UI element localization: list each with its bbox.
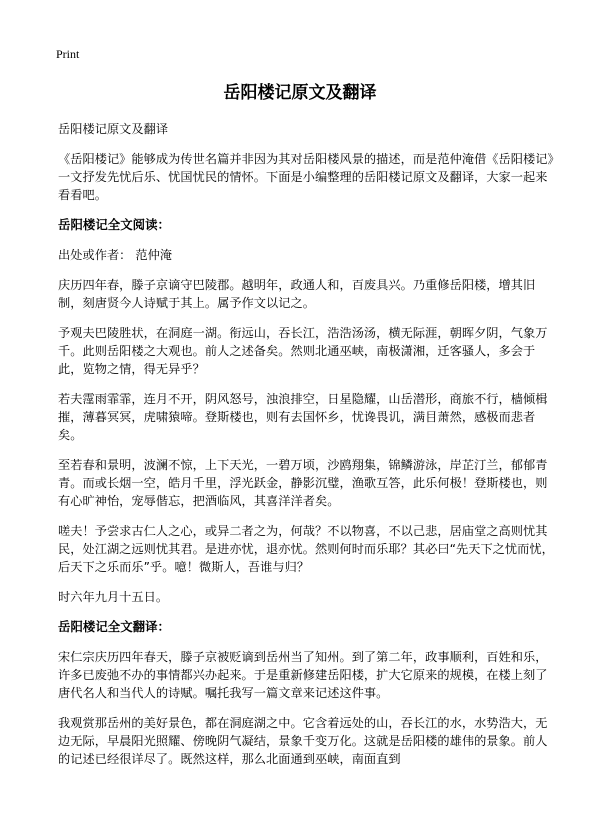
print-label: Print xyxy=(56,47,80,61)
original-paragraph-1: 庆历四年春，滕子京谪守巴陵郡。越明年，政通人和，百废具兴。乃重修岳阳楼，增其旧制，刻唐贤今人诗赋于其上。属予作文以记之。 xyxy=(58,278,536,310)
original-paragraph-3: 若夫霪雨霏霏，连月不开，阴风怒号，浊浪排空，日星隐耀，山岳潜形，商旅不行，樯倾楫摧，薄暮冥冥，虎啸猿啼。登斯楼也，则有去国怀乡，忧谗畏讥，满目萧然，感极而悲者矣。 xyxy=(58,392,548,442)
intro-paragraph: 《岳阳楼记》能够成为传世名篇并非因为其对岳阳楼风景的描述，而是范仲淹借《岳阳楼记》一文抒发先忧后乐、忧国忧民的情怀。下面是小编整理的岳阳楼记原文及翻译，大家一起来看看吧。 xyxy=(58,152,554,202)
original-paragraph-2: 予观夫巴陵胜状，在洞庭一湖。衔远山，吞长江，浩浩汤汤，横无际涯，朝晖夕阴，气象万千。此则岳阳楼之大观也。前人之述备矣。然则北通巫峡，南极潇湘，迁客骚人，多会于此，览物之情，得无异乎？ xyxy=(58,326,548,376)
original-date-line: 时六年九月十五日。 xyxy=(58,590,169,604)
author-line: 出处或作者： 范仲淹 xyxy=(58,248,173,262)
page-title: 岳阳楼记原文及翻译 xyxy=(223,83,377,103)
original-paragraph-4: 至若春和景明，波澜不惊，上下天光，一碧万顷，沙鸥翔集，锦鳞游泳，岸芷汀兰，郁郁青青。而或长烟一空，皓月千里，浮光跃金，静影沉璧，渔歌互答，此乐何极！登斯楼也，则有心旷神怡，宠辱偕忘，把酒临风，其喜洋洋者矣。 xyxy=(58,458,548,508)
original-text-heading: 岳阳楼记全文阅读： xyxy=(58,217,170,232)
original-paragraph-5: 嗟夫！予尝求古仁人之心，或异二者之为，何哉？不以物喜，不以己悲，居庙堂之高则忧其民，处江湖之远则忧其君。是进亦忧，退亦忧。然则何时而乐耶？其必曰“先天下之忧而忧，后天下之乐而乐”乎。噫！微斯人，吾谁与归？ xyxy=(58,524,554,574)
article-body xyxy=(58,120,554,780)
translation-paragraph-1: 宋仁宗庆历四年春天，滕子京被贬谪到岳州当了知州。到了第二年，政事顺利，百姓和乐，许多已废弛不办的事情都兴办起来。于是重新修建岳阳楼，扩大它原来的规模，在楼上刻了唐代名人和当代人的诗赋。嘱托我写一篇文章来记述这件事。 xyxy=(58,650,548,700)
article-subtitle: 岳阳楼记原文及翻译 xyxy=(58,122,169,136)
translation-heading: 岳阳楼记全文翻译： xyxy=(58,619,170,634)
translation-paragraph-2: 我观赏那岳州的美好景色，都在洞庭湖之中。它含着远处的山，吞长江的水，水势浩大，无边无际，早晨阳光照耀、傍晚阴气凝结，景象千变万化。这就是岳阳楼的雄伟的景象。前人的记述已经很详尽了。既然这样，那么北面通到巫峡，南面直到 xyxy=(58,716,548,766)
